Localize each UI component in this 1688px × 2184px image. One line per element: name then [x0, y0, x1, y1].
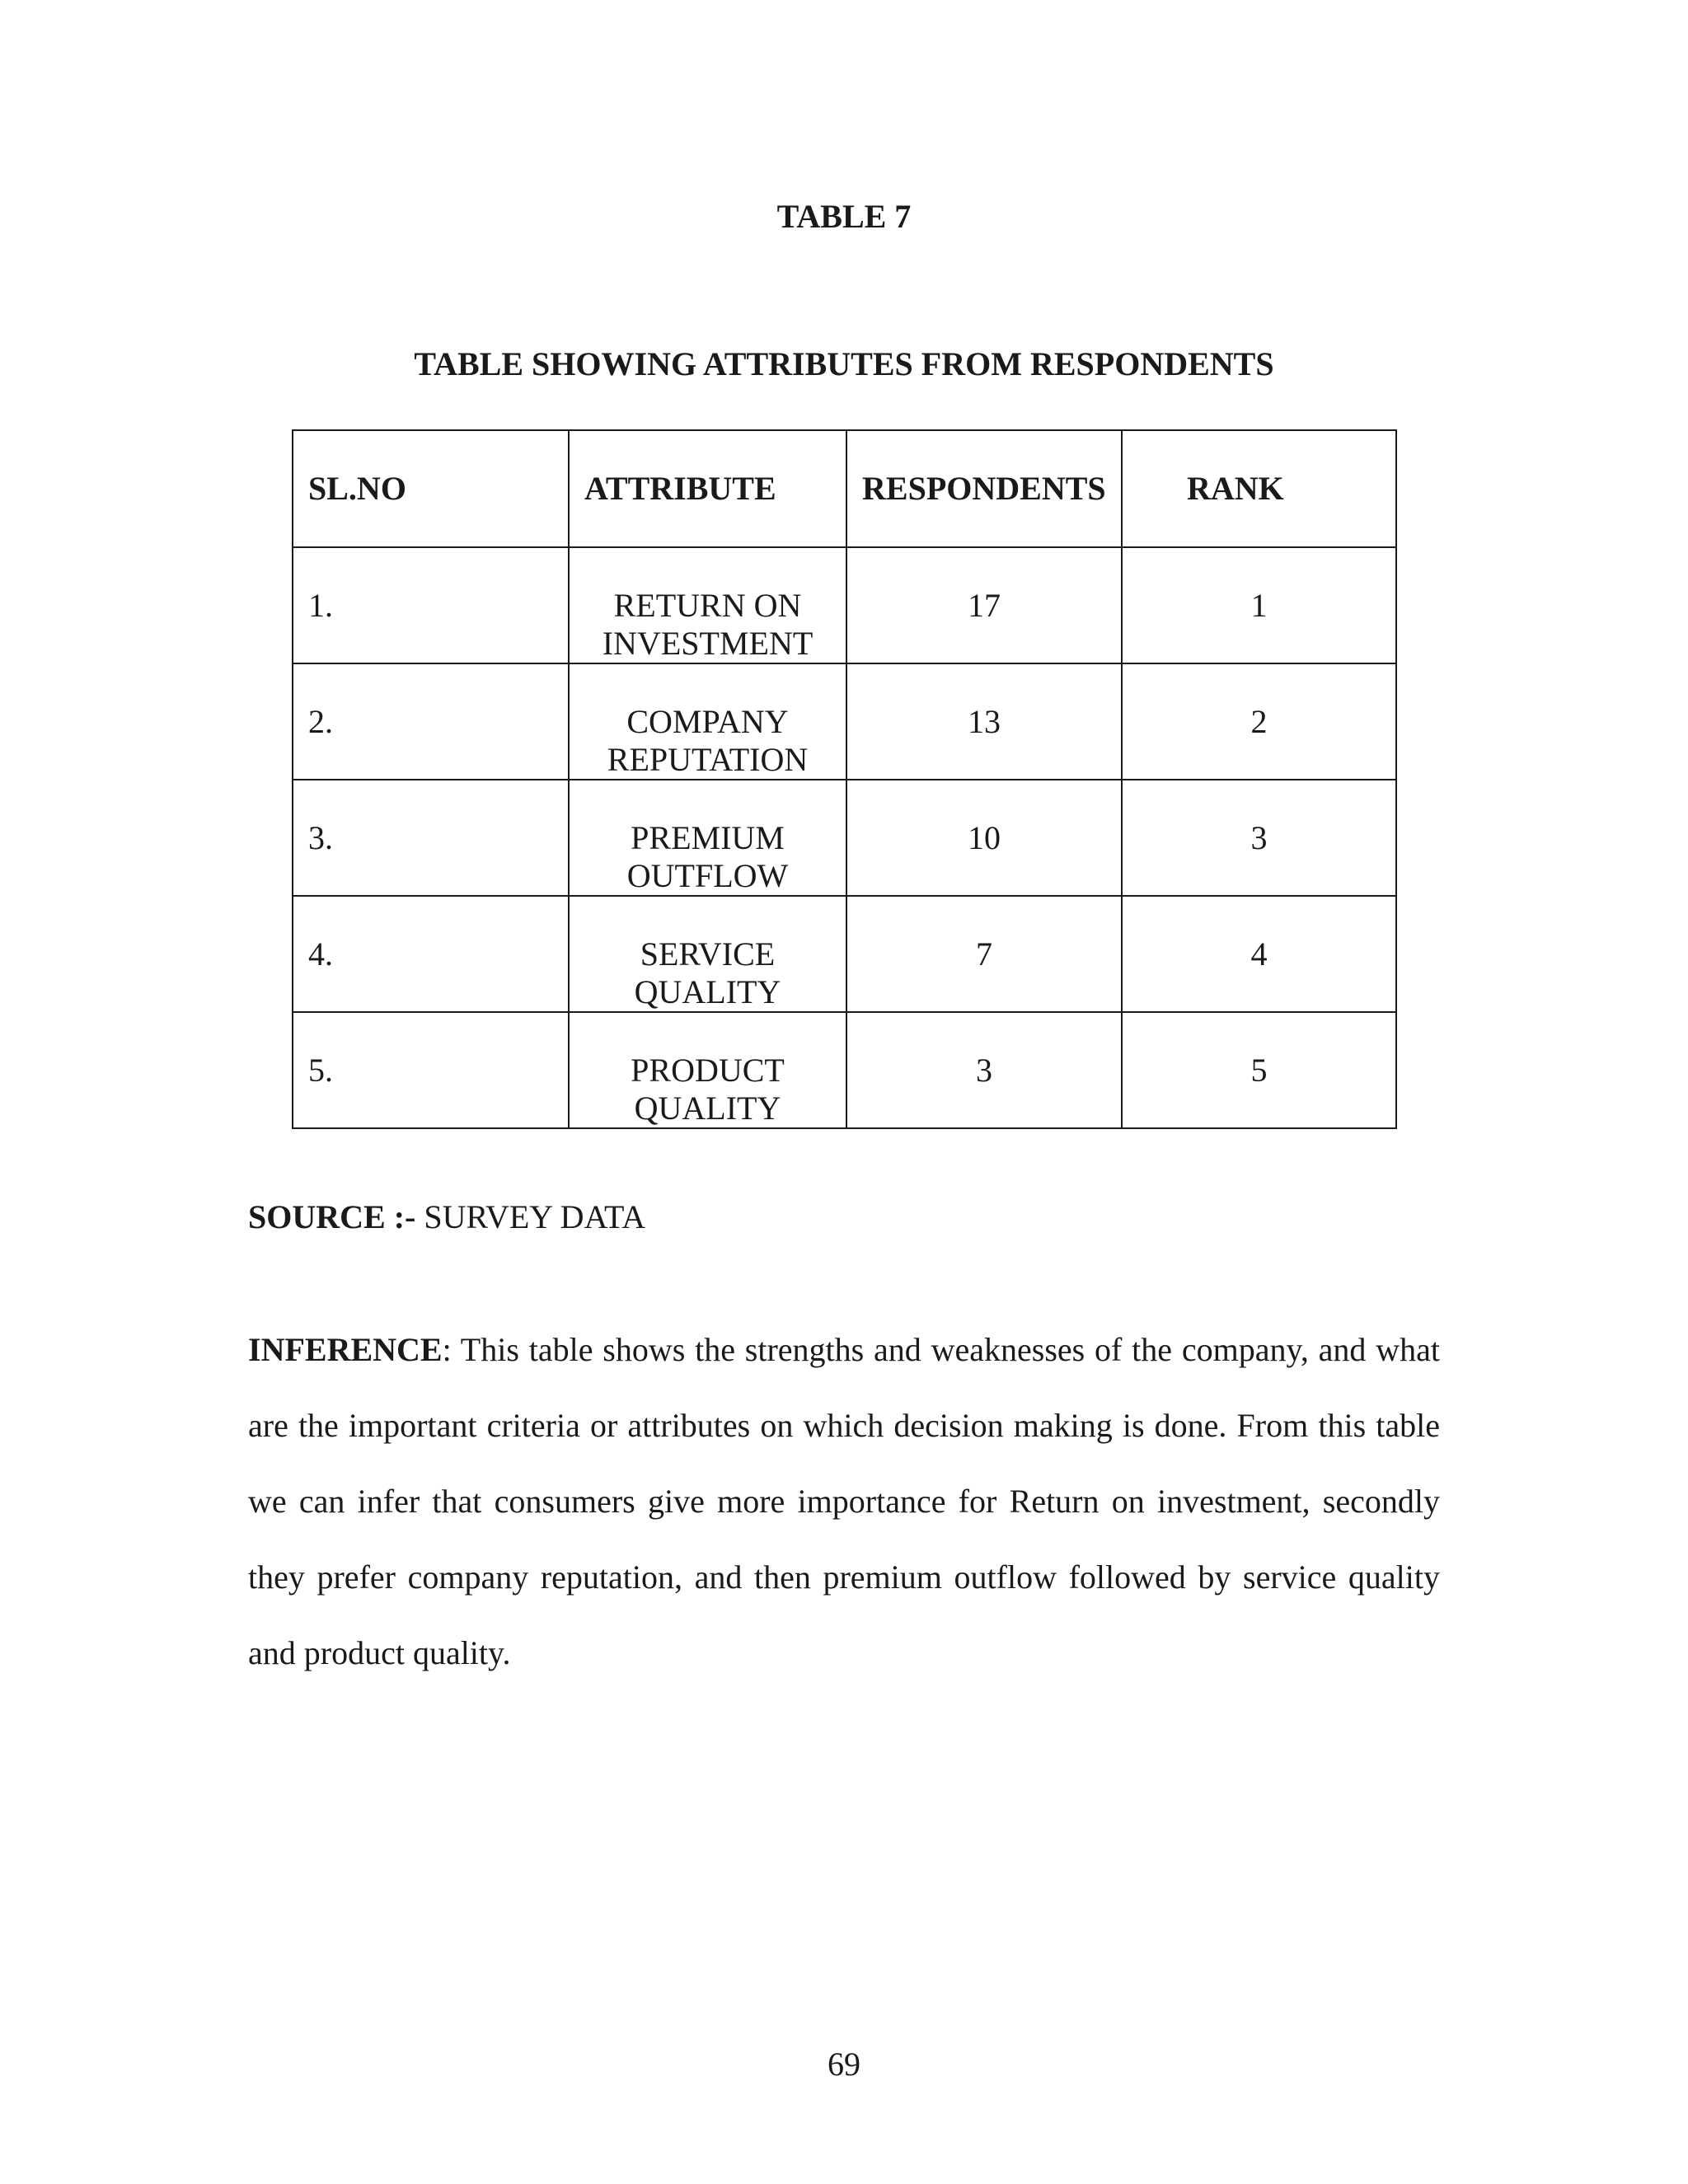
cell-respondents: 17	[846, 547, 1122, 663]
page-number: 69	[828, 2046, 860, 2083]
cell-rank: 4	[1122, 896, 1396, 1012]
attribute-line: QUALITY	[634, 973, 781, 1010]
table-row	[293, 780, 1396, 896]
cell-attribute	[569, 896, 846, 1012]
cell-respondents: 10	[846, 780, 1122, 896]
cell-slno: 3.	[293, 780, 569, 896]
source-text: SURVEY DATA	[415, 1198, 646, 1235]
attribute-line: SERVICE	[640, 935, 776, 972]
header-attribute: ATTRIBUTE	[569, 430, 846, 547]
cell-slno: 4.	[293, 896, 569, 1012]
header-slno: SL.NO	[293, 430, 569, 547]
cell-attribute	[569, 547, 846, 663]
inference-text: : This table shows the strengths and weaknesses of the company, and what are the important criteria or attributes on which decision making is done. From this table we can infer that consumers give more importance for Return on investment, secondly they prefer company reputation, and then premium outflow followed by service quality and product quality.	[248, 1331, 1440, 1671]
header-rank: RANK	[1122, 430, 1396, 547]
table-row	[293, 896, 1396, 1012]
cell-rank: 2	[1122, 663, 1396, 780]
cell-respondents: 3	[846, 1012, 1122, 1128]
cell-rank: 3	[1122, 780, 1396, 896]
attribute-line: INVESTMENT	[602, 625, 814, 662]
cell-rank: 5	[1122, 1012, 1396, 1128]
cell-attribute	[569, 1012, 846, 1128]
inference-paragraph	[248, 1312, 1440, 1691]
attribute-line: OUTFLOW	[626, 857, 789, 894]
attribute-line: QUALITY	[634, 1090, 781, 1127]
cell-attribute	[569, 780, 846, 896]
attributes-table	[292, 429, 1397, 1129]
cell-slno: 5.	[293, 1012, 569, 1128]
source-note	[248, 1197, 645, 1238]
cell-respondents: 13	[846, 663, 1122, 780]
table-row	[293, 547, 1396, 663]
header-respondents: RESPONDENTS	[846, 430, 1122, 547]
attribute-line: REPUTATION	[607, 741, 809, 778]
table-number: TABLE 7	[776, 198, 912, 235]
cell-rank: 1	[1122, 547, 1396, 663]
attribute-line: PREMIUM	[631, 819, 785, 856]
table-row	[293, 663, 1396, 780]
attribute-line: RETURN ON	[613, 587, 802, 624]
cell-slno: 2.	[293, 663, 569, 780]
cell-slno: 1.	[293, 547, 569, 663]
table-row	[293, 1012, 1396, 1128]
table-title: TABLE SHOWING ATTRIBUTES FROM RESPONDENTS	[414, 345, 1274, 382]
inference-label: INFERENCE	[248, 1331, 443, 1368]
attribute-line: PRODUCT	[631, 1052, 785, 1089]
cell-respondents: 7	[846, 896, 1122, 1012]
attribute-line: COMPANY	[626, 703, 789, 740]
table-header-row	[293, 430, 1396, 547]
cell-attribute	[569, 663, 846, 780]
source-label: SOURCE :-	[248, 1198, 416, 1235]
